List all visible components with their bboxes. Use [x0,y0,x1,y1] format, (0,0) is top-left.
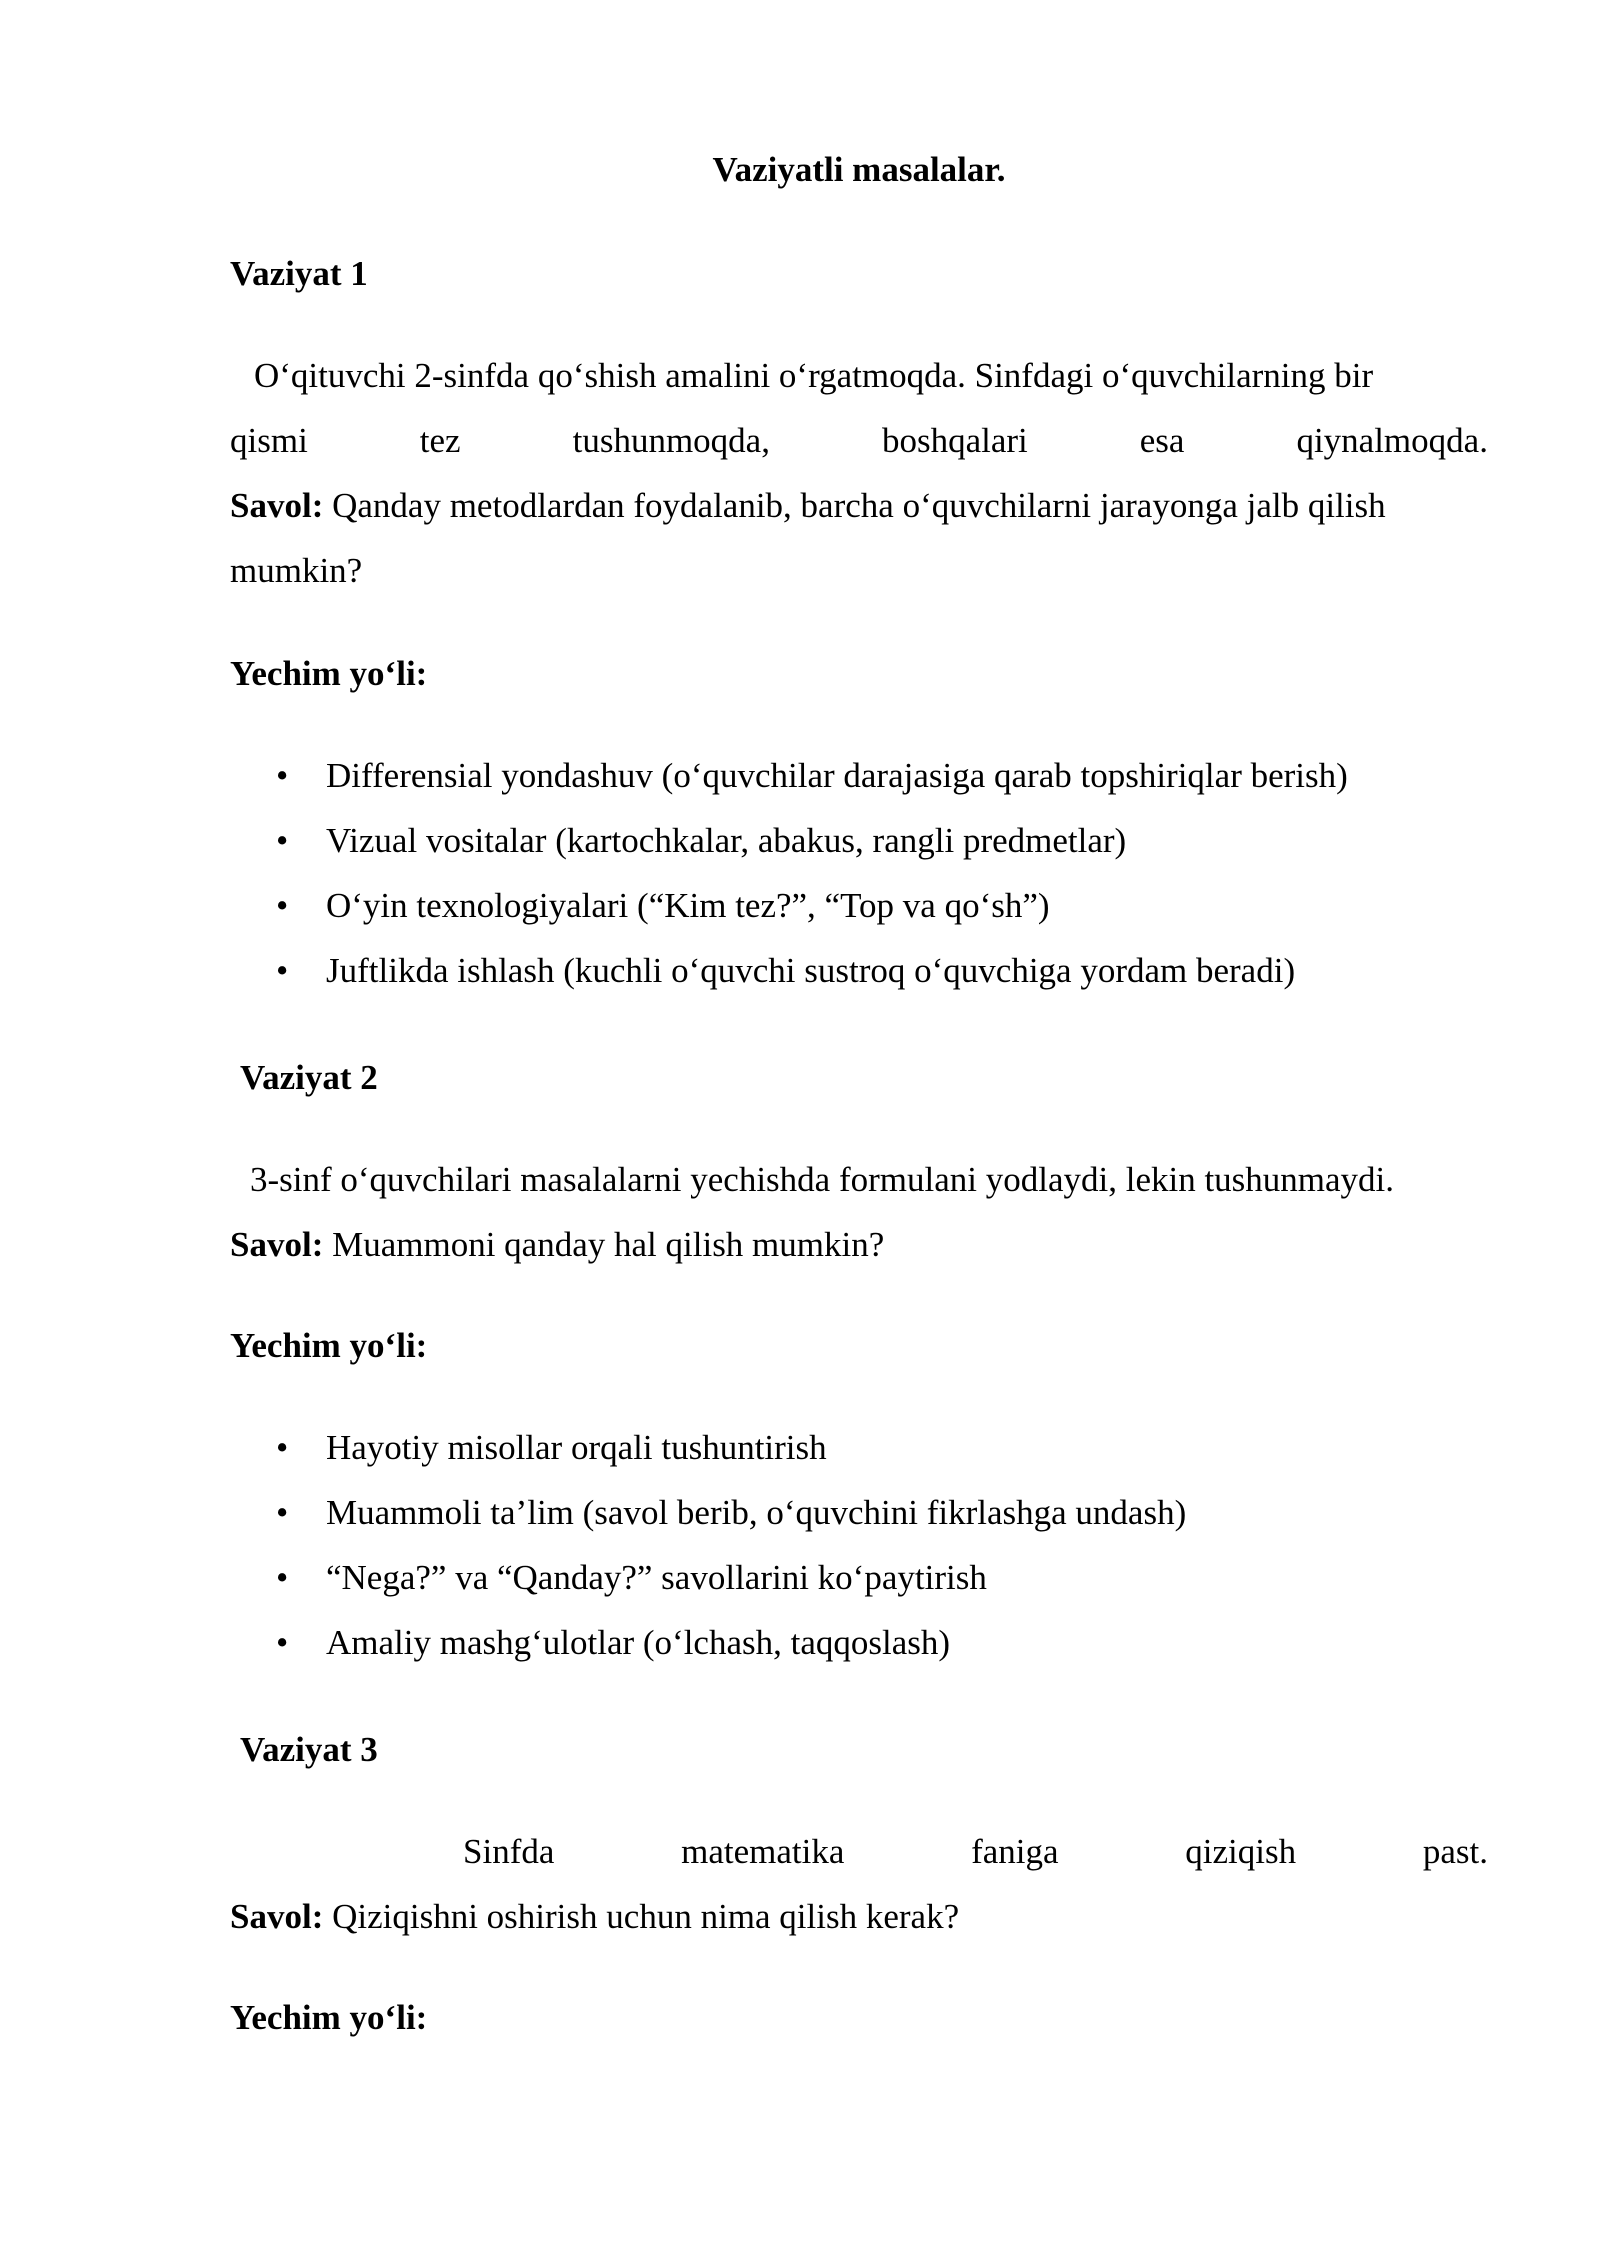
list-item-text: Vizual vositalar (kartochkalar, abakus, rangli predmetlar) [326,821,1127,860]
word: boshqalari [881,421,1028,460]
list-item-text: Juftlikda ishlash (kuchli o‘quvchi sustroq o‘quvchiga yordam beradi) [326,951,1296,990]
situation-1-question [230,486,1488,526]
list-item-text: Amaliy mashg‘ulotlar (o‘lchash, taqqoslash) [326,1623,951,1662]
situation-1-solution-list [276,756,1348,1016]
bullet-icon: • [276,1623,289,1662]
list-item-text: O‘yin texnologiyalari (“Kim tez?”, “Top va qo‘sh”) [326,886,1050,925]
bullet-icon: • [276,1428,289,1467]
bullet-icon: • [276,1558,289,1597]
situation-3-heading: Vaziyat 3 [240,1730,378,1769]
word: tushunmoqda, [572,421,770,460]
word: qismi [230,421,308,460]
bullet-icon: • [276,821,289,860]
situation-2-solution-list [276,1428,1186,1688]
list-item [276,821,1348,886]
list-item [276,756,1348,821]
word: faniga [971,1832,1059,1871]
situation-1-text-line-1: O‘qituvchi 2-sinfda qo‘shish amalini o‘rgatmoqda. Sinfdagi o‘quvchilarning bir [254,356,1374,395]
situation-2-question [230,1225,1488,1265]
word: qiynalmoqda. [1296,421,1488,460]
list-item-text: Hayotiy misollar orqali tushuntirish [326,1428,827,1467]
bullet-icon: • [276,756,289,795]
list-item [276,1428,1186,1493]
bullet-icon: • [276,1493,289,1532]
word: Sinfda [463,1832,555,1871]
list-item [276,1558,1186,1623]
list-item [276,1493,1186,1558]
situation-1-heading: Vaziyat 1 [230,254,368,293]
question-label: Savol: [230,1897,324,1936]
list-item-text: Differensial yondashuv (o‘quvchilar darajasiga qarab topshiriqlar berish) [326,756,1348,795]
list-item-text: Muammoli ta’lim (savol berib, o‘quvchini fikrlashga undash) [326,1493,1187,1532]
situation-1-text-line-2 [230,421,1488,461]
question-text: Qanday metodlardan foydalanib, barcha o‘quvchilarni jarayonga jalb qilish [323,486,1386,525]
situation-2-solution-heading: Yechim yo‘li: [230,1326,428,1365]
list-item [276,886,1348,951]
situation-3-solution-heading: Yechim yo‘li: [230,1998,428,2037]
situation-1-question-line-2: mumkin? [230,551,363,590]
bullet-icon: • [276,951,289,990]
question-label: Savol: [230,486,324,525]
word: tez [419,421,461,460]
word: matematika [681,1832,845,1871]
word: past. [1422,1832,1488,1871]
situation-2-text-line-1: 3-sinf o‘quvchilari masalalarni yechishda formulani yodlaydi, lekin tushunmaydi. [250,1160,1395,1199]
list-item [276,951,1348,1016]
situation-1-solution-heading: Yechim yo‘li: [230,654,428,693]
situation-3-text-line-1 [230,1832,1488,1872]
situation-2-heading: Vaziyat 2 [240,1058,378,1097]
question-label: Savol: [230,1225,324,1264]
question-text: Qiziqishni oshirish uchun nima qilish kerak? [323,1897,960,1936]
word: esa [1139,421,1185,460]
word: qiziqish [1185,1832,1297,1871]
bullet-icon: • [276,886,289,925]
situation-3-question [230,1897,1488,1937]
question-text: Muammoni qanday hal qilish mumkin? [323,1225,885,1264]
list-item-text: “Nega?” va “Qanday?” savollarini ko‘paytirish [326,1558,987,1597]
list-item [276,1623,1186,1688]
document-title: Vaziyatli masalalar. [712,150,1006,189]
